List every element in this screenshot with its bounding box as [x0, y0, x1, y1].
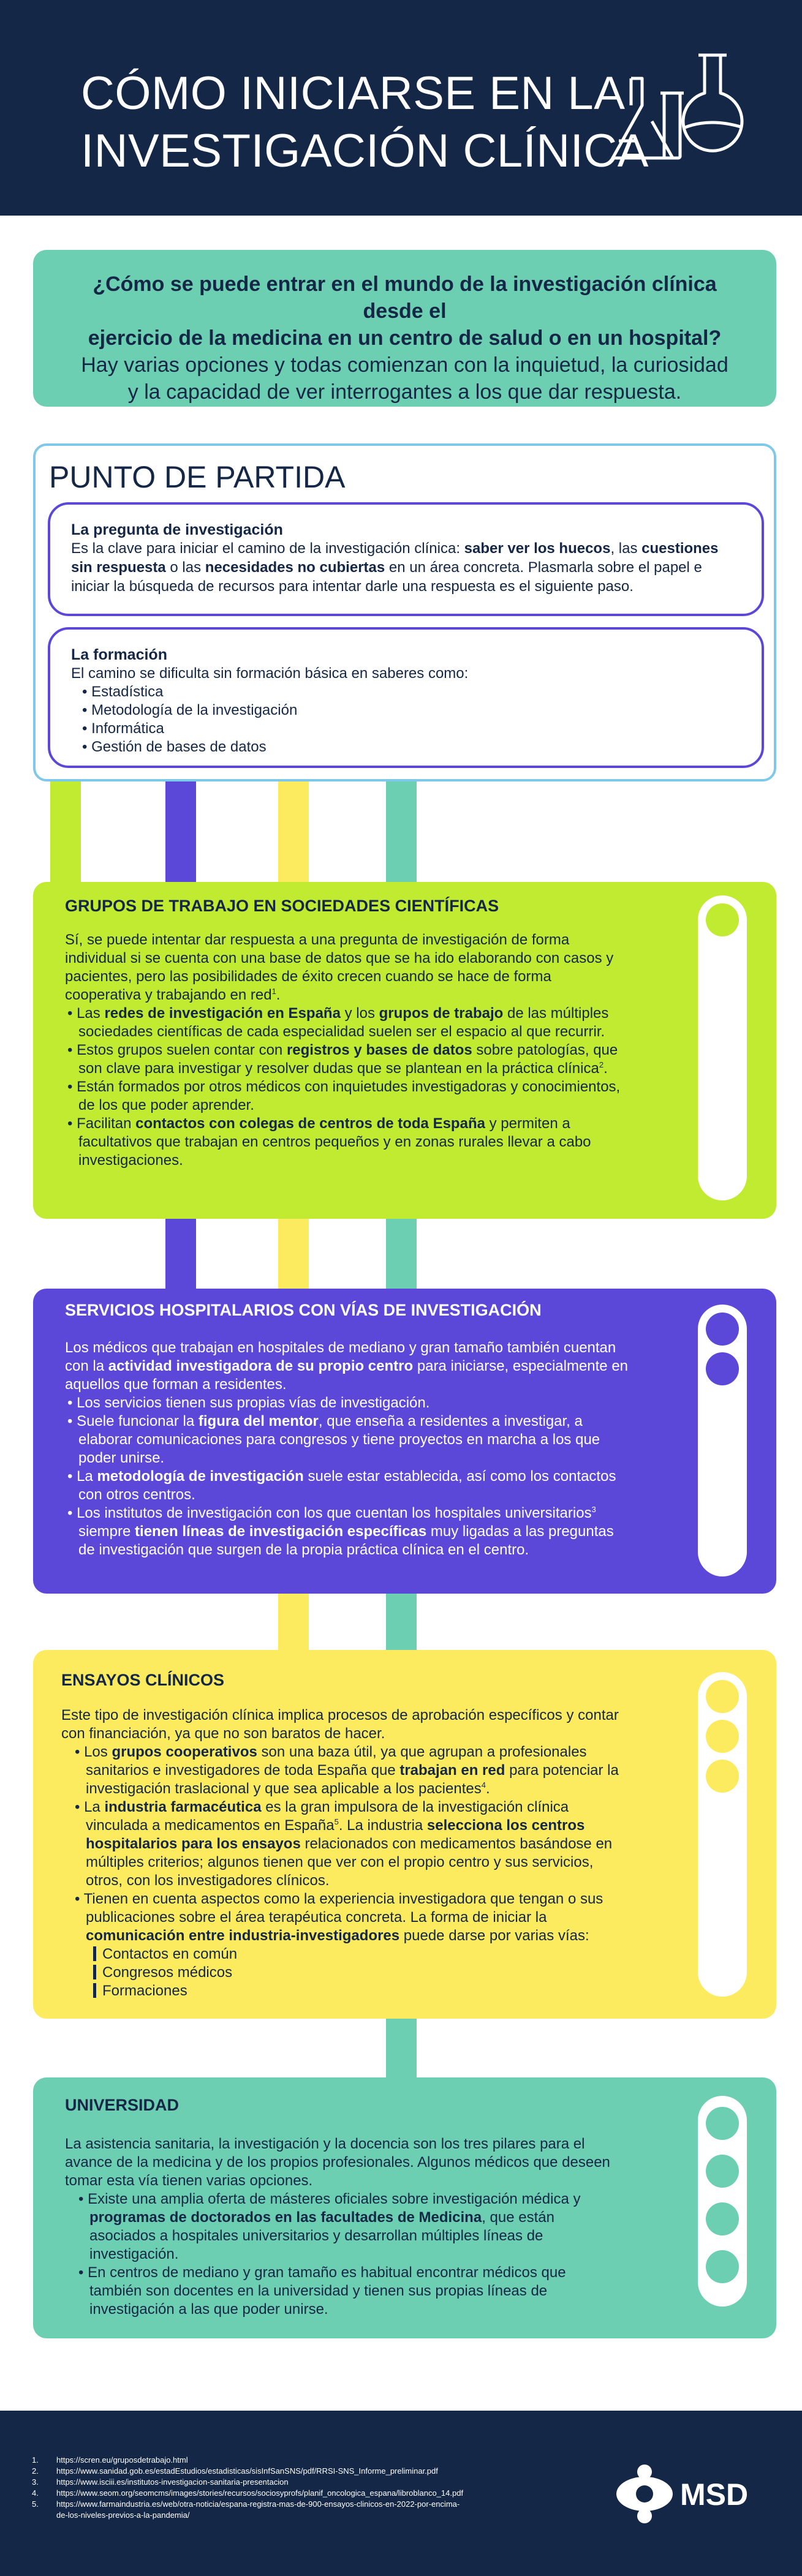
- grupos-card: [33, 882, 776, 1219]
- servicios-card: [33, 1289, 776, 1594]
- logo-text: MSD: [680, 2477, 749, 2512]
- universidad-body: La asistencia sanitaria, la investigación y la docencia son los tres pilares para el avance de la medicina y de los propios profesionales. Algunos médicos que deseen tomar esta vía tienen varias opciones. • Existe una amplia oferta de másteres oficiales sobre investigación médica y programas de doctorados en las facultades de Medicina, que están asociados a hospitales universitarios y desarrollan múltiples líneas de investigación. • En centros de mediano y gran tamaño es habitual encontrar médicos que también son docentes en la universidad y tienen sus propias líneas de investigación a las que poder unirse.: [65, 2135, 616, 2319]
- list-item: • Los grupos cooperativos son una baza útil, ya que agrupan a profesionales sanitarios e investigadores de toda España que trabajan en red para potenciar la investigación traslacional y que sea aplicable a los pacientes$^4$.: [72, 1743, 631, 1798]
- progress-pill: [698, 2096, 747, 2307]
- list-item: • Facilitan contactos con colegas de centros de toda España y permiten a facultativos que trabajan en centros pequeños y en zonas rurales llevar a cabo investigaciones.: [65, 1115, 629, 1170]
- pregunta-title: La pregunta de investigación: [71, 521, 283, 538]
- reference-item[interactable]: 2. https://www.sanidad.gob.es/estadEstudios/estadisticas/sisInfSanSNS/pdf/RRSI-SNS_Informe_preliminar.pdf: [32, 2466, 438, 2476]
- progress-dot: [706, 1680, 739, 1713]
- connector-lime: [50, 778, 81, 888]
- sub-list-item: Formaciones: [91, 1982, 631, 2000]
- reference-item[interactable]: 5. https://www.farmaindustria.es/web/otra-noticia/espana-registra-mas-de-900-ensayos-clinicos-en-2022-por-encima-: [32, 2499, 460, 2509]
- references-list: [32, 2455, 463, 2521]
- reference-item[interactable]: 4. https://www.seom.org/seomcms/images/stories/recursos/sociosyprofs/planif_oncologica_espana/libroblanco_14.pdf: [32, 2488, 464, 2498]
- formacion-intro: El camino se dificulta sin formación básica en saberes como:: [71, 665, 469, 682]
- list-item: • Las redes de investigación en España y los grupos de trabajo de las múltiples sociedades científicas de cada especialidad suelen ser el espacio al que recurrir.: [65, 1004, 629, 1041]
- list-item: • Informática: [82, 720, 741, 738]
- progress-dot: [706, 2250, 739, 2283]
- grupos-body: Sí, se puede intentar dar respuesta a una pregunta de investigación de forma individual si se cuenta con una base de datos que se ha ido elaborando con casos y pacientes, pero las posibilidades de éxito crecen cuando se hace de forma cooperativa y trabajando en red$^1$. • Las redes de investigación en España y los grupos de trabajo de las múltiples sociedades científicas de cada especialidad suelen ser el espacio al que recurrir. • Estos grupos suelen contar con registros y bases de datos sobre patologías, que son clave para investigar y resolver dudas que se plantean en la práctica clínica$^2$. • Están formados por otros médicos con inquietudes investigadoras y conocimientos, de los que poder aprender. • Facilitan contactos con colegas de centros de toda España y permiten a facultativos que trabajan en centros pequeños y en zonas rurales llevar a cabo investigaciones.: [65, 931, 629, 1170]
- universidad-title: UNIVERSIDAD: [65, 2096, 180, 2114]
- progress-pill: [698, 1672, 747, 1997]
- sub-list-item: Congresos médicos: [91, 1964, 631, 1982]
- list-item: • Los servicios tienen sus propias vías de investigación.: [65, 1394, 629, 1412]
- lab-flasks-icon: [607, 49, 754, 171]
- servicios-body: Los médicos que trabajan en hospitales de mediano y gran tamaño también cuentan con la actividad investigadora de su propio centro para iniciarse, especialmente en aquellos que forman a residentes. • Los servicios tienen sus propias vías de investigación. • Suele funcionar la figura del mentor, que enseña a residentes a investigar, a elaborar comunicaciones para congresos y tiene proyectos en marcha a los que poder unirse. • La metodología de investigación suele estar establecida, así como los contactos con otros centros. • Los institutos de investigación con los que cuentan los hospitales universitarios$^3$ siempre tienen líneas de investigación específicas muy ligadas a las preguntas de investigación que surgen de la propia práctica clínica en el centro.: [65, 1339, 629, 1559]
- progress-dot: [706, 1352, 739, 1385]
- reference-item[interactable]: 1. https://scren.eu/gruposdetrabajo.html: [32, 2455, 188, 2465]
- reference-item[interactable]: 3. https://www.isciii.es/institutos-investigacion-sanitaria-presentacion: [32, 2477, 289, 2487]
- intro-question: ¿Cómo se puede entrar en el mundo de la investigación clínica desde el ejercicio de la medicina en un centro de salud o en un hospital?: [88, 273, 722, 350]
- servicios-title: SERVICIOS HOSPITALARIOS CON VÍAS DE INVESTIGACIÓN: [65, 1301, 542, 1319]
- ensayos-body: Este tipo de investigación clínica implica procesos de aprobación específicos y contar con financiación, ya que no son baratos de hacer. • Los grupos cooperativos son una baza útil, ya que agrupan a profesionales sanitarios e investigadores de toda España que trabajan en red para potenciar la investigación traslacional y que sea aplicable a los pacientes$^4$. • La industria farmacéutica es la gran impulsora de la investigación clínica vinculada a medicamentos en España$^5$. La industria selecciona los centros hospitalarios para los ensayos relacionados con medicamentos basándose en múltiples criterios; algunos tienen que ver con el propio centro y sus servicios, otros, con los investigadores clínicos. • Tienen en cuenta aspectos como la experiencia investigadora que tengan o sus publicaciones sobre el área terapéutica concreta. La forma de iniciar la comunicación entre industria-investigadores puede darse por varias vías: Contactos en común Congresos médicos Formaciones: [61, 1706, 631, 2000]
- intro-answer: Hay varias opciones y todas comienzan con la inquietud, la curiosidad y la capacidad de ver interrogantes a los que dar respuesta.: [81, 353, 728, 404]
- msd-logo-icon: [615, 2463, 674, 2525]
- progress-dot: [706, 2202, 739, 2235]
- formacion-box: [48, 627, 764, 768]
- formacion-list: [82, 683, 741, 756]
- progress-dot: [706, 1760, 739, 1793]
- title-line-1: CÓMO INICIARSE EN LA: [81, 67, 626, 119]
- reference-item[interactable]: de-los-niveles-previos-a-la-pandemia/: [56, 2510, 190, 2520]
- list-item: • Suele funcionar la figura del mentor, que enseña a residentes a investigar, a elaborar comunicaciones para congresos y tiene proyectos en marcha a los que poder unirse.: [65, 1412, 629, 1467]
- universidad-card: [33, 2077, 776, 2338]
- list-item: • Gestión de bases de datos: [82, 738, 741, 756]
- progress-dot: [706, 1720, 739, 1753]
- list-item: • Están formados por otros médicos con inquietudes investigadoras y conocimientos, de los que poder aprender.: [65, 1078, 629, 1115]
- list-item: • Estadística: [82, 683, 741, 701]
- footer: [0, 2411, 802, 2576]
- sub-list-item: Contactos en común: [91, 1945, 631, 1964]
- header: [0, 0, 802, 216]
- ensayos-card: [33, 1650, 776, 2019]
- page-title: [81, 65, 649, 180]
- section-title: PUNTO DE PARTIDA: [49, 460, 346, 494]
- list-item: • Metodología de la investigación: [82, 701, 741, 720]
- msd-logo: [615, 2463, 762, 2525]
- intro-question-box: [33, 250, 776, 407]
- list-item: • Los institutos de investigación con los que cuentan los hospitales universitarios$^3$ siempre tienen líneas de investigación específicas muy ligadas a las preguntas de investigación que surgen de la propia práctica clínica en el centro.: [65, 1504, 629, 1559]
- grupos-title: GRUPOS DE TRABAJO EN SOCIEDADES CIENTÍFICAS: [65, 897, 499, 915]
- list-item: • La industria farmacéutica es la gran impulsora de la investigación clínica vinculada a medicamentos en España$^5$. La industria selecciona los centros hospitalarios para los ensayos relacionados con medicamentos basándose en múltiples criterios; algunos tienen que ver con el propio centro y sus servicios, otros, con los investigadores clínicos.: [72, 1798, 631, 1890]
- list-item: • La metodología de investigación suele estar establecida, así como los contactos con otros centros.: [65, 1467, 629, 1504]
- progress-dot: [706, 2155, 739, 2188]
- title-line-2: INVESTIGACIÓN CLÍNICA: [81, 125, 649, 177]
- progress-dot: [706, 2107, 739, 2140]
- list-item: • En centros de mediano y gran tamaño es habitual encontrar médicos que también son docentes en la universidad y tienen sus propias líneas de investigación a las que poder unirse.: [76, 2264, 616, 2319]
- punto-de-partida-section: [33, 443, 776, 781]
- list-item: • Tienen en cuenta aspectos como la experiencia investigadora que tengan o sus publicaciones sobre el área terapéutica concreta. La forma de iniciar la comunicación entre industria-investigadores puede darse por varias vías:: [72, 1890, 631, 1945]
- list-item: • Existe una amplia oferta de másteres oficiales sobre investigación médica y programas de doctorados en las facultades de Medicina, que están asociados a hospitales universitarios y desarrollan múltiples líneas de investigación.: [76, 2190, 616, 2264]
- list-item: • Estos grupos suelen contar con registros y bases de datos sobre patologías, que son clave para investigar y resolver dudas que se plantean en la práctica clínica$^2$.: [65, 1041, 629, 1078]
- formacion-title: La formación: [71, 646, 167, 663]
- progress-pill: [698, 1305, 747, 1576]
- progress-dot: [706, 1312, 739, 1346]
- progress-dot: [706, 903, 739, 936]
- ensayos-title: ENSAYOS CLÍNICOS: [61, 1671, 225, 1689]
- progress-pill: [698, 895, 747, 1200]
- pregunta-text: Es la clave para iniciar el camino de la investigación clínica: saber ver los huecos, las cuestiones sin respuesta o las necesidades no cubiertas en un área concreta. Plasmarla sobre el papel e iniciar la búsqueda de recursos para intentar darle una respuesta es el siguiente paso.: [71, 540, 719, 595]
- pregunta-box: [48, 502, 764, 616]
